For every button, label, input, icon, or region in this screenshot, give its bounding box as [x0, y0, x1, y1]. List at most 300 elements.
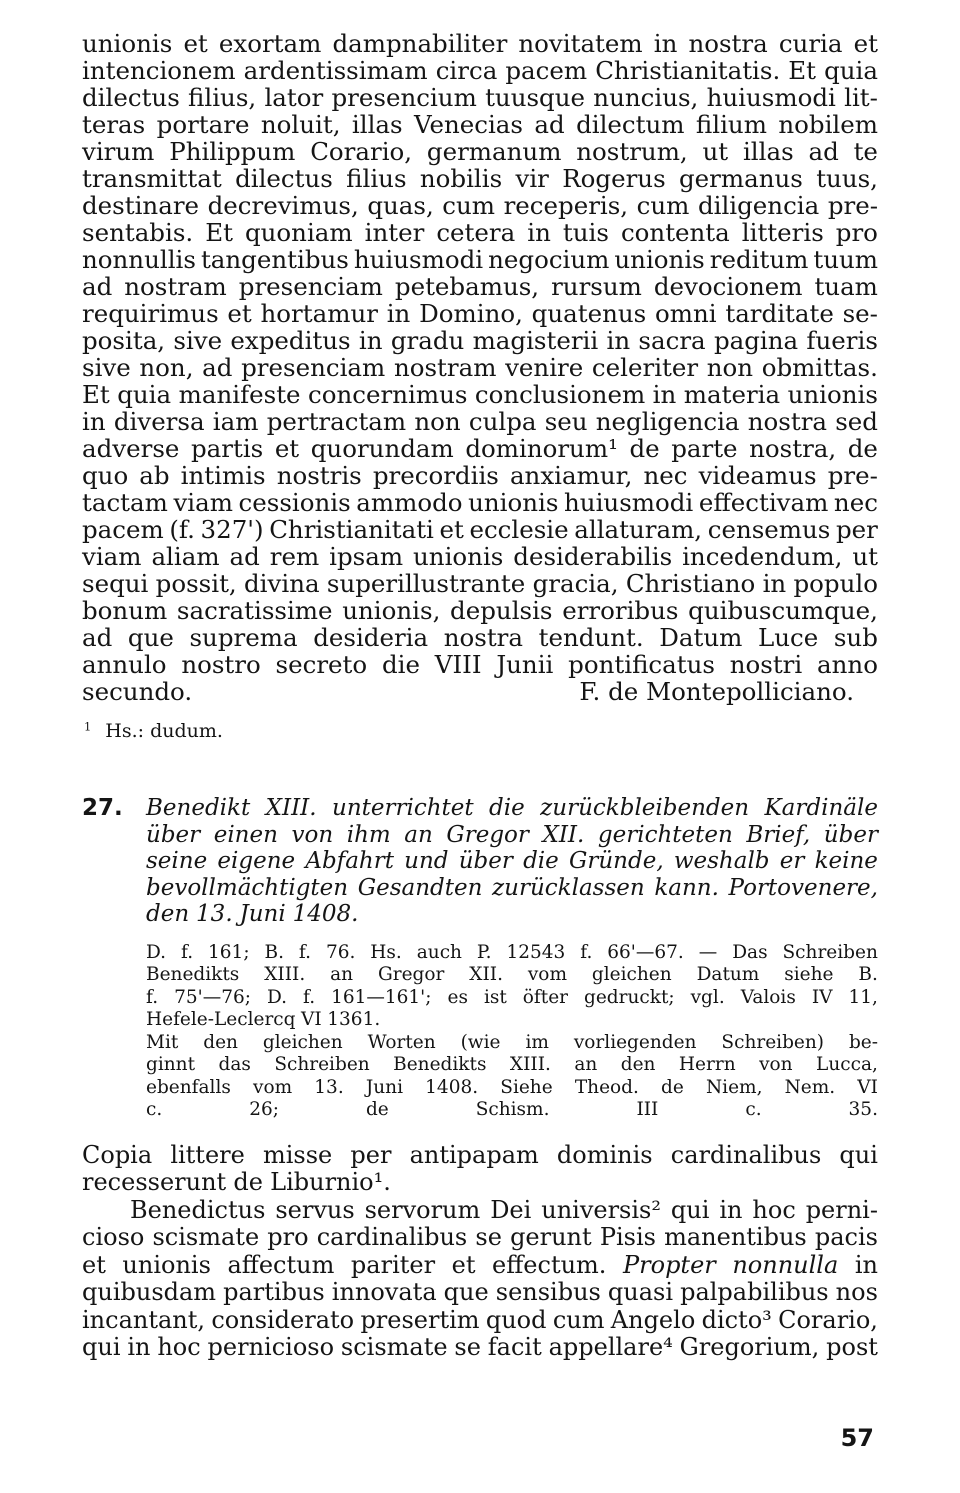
word: in: [527, 218, 551, 247]
word: P.: [476, 941, 492, 963]
word: unionis: [614, 245, 705, 274]
word: Gregor: [377, 964, 445, 985]
word: non: [706, 353, 754, 382]
word: non,: [139, 353, 194, 382]
summary-line: [146, 901, 878, 928]
word: erroribus: [562, 596, 679, 625]
word: desideria: [313, 623, 429, 652]
document-number: 27.: [82, 795, 123, 821]
word: scismate: [152, 1223, 260, 1251]
body-line: [82, 165, 878, 192]
body-line: [82, 651, 878, 678]
word: in: [386, 299, 411, 328]
word: decrevimus,: [207, 191, 359, 220]
word: VIII: [434, 650, 482, 679]
word: Copia: [82, 1140, 153, 1169]
word: Brief,: [746, 821, 811, 848]
word: pariter: [350, 1250, 436, 1279]
word: hoc: [752, 1195, 796, 1224]
word: 11,: [848, 986, 878, 1008]
word: dicto³: [701, 1305, 772, 1334]
word: requirimus: [82, 299, 219, 328]
word: bonum: [82, 596, 168, 625]
word: Das: [732, 941, 768, 963]
letter-line: [82, 1224, 878, 1252]
word: IV: [811, 986, 833, 1008]
word: XIII.: [265, 795, 317, 821]
word: Nem.: [784, 1076, 836, 1098]
word: intencionem: [82, 56, 236, 85]
document-summary: [146, 795, 878, 928]
word: nostram: [393, 353, 497, 382]
word: keine: [814, 848, 878, 874]
word: antipapam: [409, 1140, 539, 1169]
word: Liburnio¹.: [270, 1168, 391, 1196]
word: possit,: [155, 569, 237, 598]
word: B.: [858, 964, 878, 985]
word: Christianitatis.: [595, 56, 781, 85]
word: pacem: [505, 56, 588, 85]
word: concernimus: [308, 380, 468, 409]
word: manifeste: [178, 380, 301, 409]
word: Schreiben: [274, 1054, 370, 1075]
word: ad: [82, 272, 113, 301]
body-line: [82, 516, 878, 543]
word: desiderabilis: [513, 542, 673, 571]
word: ad: [534, 110, 565, 139]
word: se-: [842, 299, 878, 328]
word: conclusionem: [474, 380, 646, 409]
word: pernicioso: [207, 1333, 335, 1361]
word: sensibus: [495, 1278, 601, 1306]
word: filius: [346, 164, 407, 193]
word: de: [629, 434, 660, 463]
word: parte: [671, 434, 738, 463]
word: expeditus: [230, 326, 351, 355]
word: per: [350, 1140, 392, 1169]
word: virum: [82, 137, 155, 166]
word: viam: [173, 488, 233, 517]
signature: F. de Montepolliciano.: [579, 677, 854, 706]
word: novitatem: [518, 29, 643, 58]
word: sequi: [82, 569, 149, 598]
word: divina: [244, 569, 320, 598]
word: de: [661, 1076, 684, 1098]
word: Junii: [496, 650, 554, 679]
word: suprema: [189, 623, 298, 652]
word: über: [458, 848, 513, 874]
word: te: [853, 137, 878, 166]
body-line: [82, 300, 878, 327]
word: III: [636, 1099, 659, 1120]
word: sentabis.: [82, 218, 194, 247]
word: XIII.: [264, 964, 306, 985]
word: et: [451, 1250, 476, 1279]
word: tuis: [562, 218, 609, 247]
footnote-mark: 1: [84, 719, 92, 734]
word: vorliegenden: [573, 1031, 697, 1053]
word: huiusmodi: [564, 488, 694, 517]
word: Pisis: [599, 1223, 656, 1251]
word: 161—161';: [331, 986, 432, 1008]
body-line: [82, 246, 878, 273]
word: D.: [146, 941, 167, 963]
word: nostro: [181, 650, 261, 679]
word: manentibus: [664, 1223, 807, 1251]
word: se: [454, 1333, 481, 1361]
word: tangentibus: [200, 245, 349, 274]
word: videamus: [698, 461, 817, 490]
word: servorum: [364, 1195, 481, 1224]
word: B.: [264, 941, 284, 963]
body-line: [82, 381, 878, 408]
word: in: [854, 1250, 878, 1279]
word: lit-: [844, 83, 878, 112]
body-line: [82, 30, 878, 57]
word: XII.: [469, 964, 503, 985]
word: cum: [442, 191, 496, 220]
word: partibus: [223, 1278, 325, 1306]
word: Schreiben): [721, 1031, 825, 1053]
word: Angelo: [610, 1305, 696, 1334]
word: cum: [636, 191, 690, 220]
word: presencium: [331, 83, 477, 112]
word: 327'): [200, 515, 264, 544]
source-line: [146, 1077, 878, 1100]
word: dilectus: [235, 164, 333, 193]
word: ginnt: [146, 1054, 196, 1075]
word: pertractam: [266, 407, 407, 436]
word: reditum: [709, 245, 809, 274]
word: cessionis: [238, 488, 351, 517]
word: Schism.: [475, 1099, 550, 1120]
word: tuam: [814, 272, 878, 301]
word: pro: [835, 218, 878, 247]
word: materia: [683, 380, 781, 409]
word: que: [127, 623, 174, 652]
word: illas: [742, 137, 794, 166]
word: anxiamur,: [509, 461, 633, 490]
word: dampnabiliter: [332, 29, 508, 58]
page-number: 57: [840, 1424, 874, 1452]
word: pacem: [82, 515, 164, 544]
word: über: [823, 821, 878, 848]
word: über: [146, 821, 201, 848]
word: das: [218, 1054, 251, 1075]
word: in: [127, 1333, 151, 1361]
word: huiusmodi: [353, 245, 484, 274]
page: [82, 30, 878, 1362]
word: gracia,: [532, 569, 619, 598]
word: nostrum,: [576, 137, 688, 166]
word: Portovenere,: [728, 874, 878, 901]
word: gerunt: [510, 1223, 592, 1251]
word: considerato: [211, 1305, 355, 1334]
word: unionis: [82, 29, 173, 58]
body-line: [82, 57, 878, 84]
closing-word: secundo.: [82, 677, 193, 706]
word: D.: [266, 986, 288, 1008]
word: gradu: [390, 326, 465, 355]
word: Rogerus: [562, 164, 666, 193]
summary-line: [146, 822, 878, 849]
word: 13.: [196, 901, 233, 927]
word: 75'—76;: [174, 986, 251, 1008]
letter-line: [82, 1169, 878, 1197]
word: quoniam: [244, 218, 353, 247]
word: gerichteten: [597, 821, 733, 848]
word: Gregorium,: [679, 1333, 820, 1361]
body-line: [82, 327, 878, 354]
word: negocium: [488, 245, 610, 274]
word: seu: [544, 407, 588, 436]
word: gleichen: [591, 964, 672, 985]
word: depulsis: [450, 596, 553, 625]
word: quibuscumque,: [688, 596, 878, 625]
word: 26;: [249, 1099, 279, 1120]
word: obmittas.: [761, 353, 878, 382]
word: presertim: [360, 1305, 480, 1334]
word: et: [439, 515, 464, 544]
word: Benedikt: [146, 795, 251, 821]
word: VI: [857, 1076, 878, 1098]
word: noluit,: [260, 110, 341, 139]
word: effectivam: [698, 488, 829, 517]
word: bevollmächtigten: [146, 874, 349, 901]
word: nostram: [124, 272, 227, 301]
word: 1408.: [292, 901, 359, 927]
word: anno: [817, 650, 878, 679]
word: precordiis: [372, 461, 499, 490]
word: germanum: [426, 137, 562, 166]
word: circa: [435, 56, 498, 85]
word: nostra: [688, 29, 768, 58]
word: tuusque: [485, 83, 586, 112]
word: qui: [670, 1195, 710, 1224]
word: in: [719, 1195, 743, 1224]
word: sive: [173, 326, 223, 355]
word: nostris: [276, 461, 362, 490]
word: Datum: [659, 623, 743, 652]
word: sive: [82, 353, 131, 382]
word: et: [183, 29, 208, 58]
word: palpabilibus: [680, 1278, 829, 1306]
word: filium: [695, 110, 767, 139]
word: aliam: [151, 542, 220, 571]
word: rem: [269, 542, 320, 571]
word: nostri: [729, 650, 803, 679]
body-line: [82, 273, 878, 300]
word: exortam: [218, 29, 322, 58]
word: teras: [82, 110, 146, 139]
word: pro: [267, 1223, 309, 1251]
word: huiusmodi: [706, 83, 836, 112]
word: unionis: [122, 1250, 211, 1279]
word: fueris: [806, 326, 878, 355]
word: 35.: [848, 1099, 878, 1120]
word: sub: [833, 623, 878, 652]
word: in: [653, 29, 678, 58]
summary-line: [146, 875, 878, 902]
word: annulo: [82, 650, 167, 679]
body-text: [82, 30, 878, 678]
word: cardinalibus: [316, 1223, 468, 1251]
word: nostra,: [749, 434, 837, 463]
word: ebenfalls: [146, 1076, 231, 1098]
word: kann.: [654, 874, 719, 901]
word: einen: [213, 821, 278, 848]
word: an: [404, 821, 433, 848]
word: und: [404, 848, 449, 874]
word: gleichen: [262, 1031, 343, 1053]
body-line: [82, 111, 878, 138]
word: an: [330, 964, 354, 985]
word: qui: [839, 1140, 878, 1169]
word: affectum: [227, 1250, 335, 1279]
word: Benedikts: [146, 964, 240, 985]
word: öfter: [522, 986, 568, 1008]
word: vir: [515, 164, 549, 193]
word: Venecias: [414, 110, 523, 139]
word: nobilem: [778, 110, 878, 139]
letter-line: [82, 1142, 878, 1170]
word: den: [146, 901, 190, 927]
word: unionis,: [342, 596, 441, 625]
word: 161;: [208, 941, 250, 963]
word: rursum: [551, 272, 642, 301]
word: vgl.: [690, 986, 725, 1008]
word: Et: [788, 56, 817, 85]
word: f.: [303, 986, 316, 1008]
word: pre-: [827, 191, 878, 220]
word: Theod.: [574, 1076, 639, 1098]
word: incantant,: [82, 1305, 206, 1334]
word: dilectum: [576, 110, 685, 139]
word: Christianitati: [269, 515, 434, 544]
word: nonnullis: [82, 245, 196, 274]
word: magisterii: [472, 326, 599, 355]
word: ad: [82, 623, 113, 652]
word: culpa: [468, 407, 537, 436]
word: ut: [702, 137, 729, 166]
word: qui: [82, 1333, 121, 1361]
word: Worten: [367, 1031, 436, 1053]
word: Abfahrt: [305, 848, 394, 874]
body-line: [82, 624, 878, 651]
word: ad: [229, 542, 260, 571]
word: es: [447, 986, 468, 1008]
source-line: [146, 964, 878, 987]
word: curia: [778, 29, 843, 58]
word: ihm: [346, 821, 391, 848]
word: (f.: [169, 515, 195, 544]
word: Corario,: [778, 1305, 878, 1334]
word: ardentissimam: [243, 56, 428, 85]
closing-line: [82, 678, 878, 705]
word: post: [826, 1333, 878, 1361]
word: effectum.: [492, 1250, 607, 1279]
word: de: [365, 1099, 389, 1120]
word: venire: [505, 353, 584, 382]
word: (wie: [460, 1031, 501, 1053]
word: weshalb: [673, 848, 770, 874]
word: in: [762, 569, 787, 598]
word: cioso: [82, 1223, 145, 1251]
word: nec: [643, 461, 688, 490]
word: Gründe,: [568, 848, 664, 874]
word: ipsam: [329, 542, 404, 571]
word: Corario,: [310, 137, 413, 166]
word: er: [779, 848, 805, 874]
word: de: [233, 1168, 263, 1196]
word: germanus: [679, 164, 803, 193]
word: tactam: [82, 488, 168, 517]
document-header: [82, 795, 878, 928]
word: sacra: [638, 326, 706, 355]
word: unionis: [787, 380, 878, 409]
word: illas: [351, 110, 403, 139]
word: quatenus: [531, 299, 647, 328]
word: zurückbleibenden: [540, 795, 750, 821]
word: perni-: [805, 1195, 878, 1224]
word: Siehe: [500, 1076, 553, 1098]
word: c.: [146, 1099, 163, 1120]
word: den: [620, 1054, 656, 1075]
word: dilectus: [82, 83, 180, 112]
word: an: [574, 1054, 598, 1075]
word: c.: [745, 1099, 762, 1120]
word: ist: [483, 986, 507, 1008]
word: Mit: [146, 1031, 179, 1053]
word: pacis: [814, 1223, 878, 1251]
word: incedendum,: [682, 542, 843, 571]
word: quo: [82, 461, 129, 490]
word: intimis: [180, 461, 266, 490]
word: in: [82, 407, 106, 436]
word: quas,: [367, 191, 434, 220]
word: 1361.: [327, 1009, 381, 1030]
word: adverse: [82, 434, 180, 463]
word: quia: [824, 56, 878, 85]
summary-line: [146, 848, 878, 875]
word: per: [835, 515, 878, 544]
word: servus: [275, 1195, 355, 1224]
word: quia: [117, 380, 172, 409]
word: Hs.: [370, 941, 402, 963]
word: allaturam,: [574, 515, 703, 544]
body-line: [82, 435, 878, 462]
word: populo: [793, 569, 878, 598]
word: negligencia: [595, 407, 740, 436]
word: ammodo: [356, 488, 463, 517]
body-line: [82, 219, 878, 246]
word: Christiano: [625, 569, 756, 598]
source-line: [146, 1009, 878, 1032]
word: in: [606, 326, 631, 355]
word: seine: [146, 848, 208, 874]
source-line: [146, 987, 878, 1010]
word: lator: [264, 83, 324, 112]
word: pagina: [713, 326, 799, 355]
word: quibusdam: [82, 1278, 217, 1306]
word: Kardinäle: [764, 795, 878, 821]
word: quorundam: [310, 434, 454, 463]
word: misse: [262, 1140, 333, 1169]
word: censemus: [707, 515, 831, 544]
word: von: [291, 821, 334, 848]
word: transmittat: [82, 164, 222, 193]
word: vom: [253, 1076, 293, 1098]
